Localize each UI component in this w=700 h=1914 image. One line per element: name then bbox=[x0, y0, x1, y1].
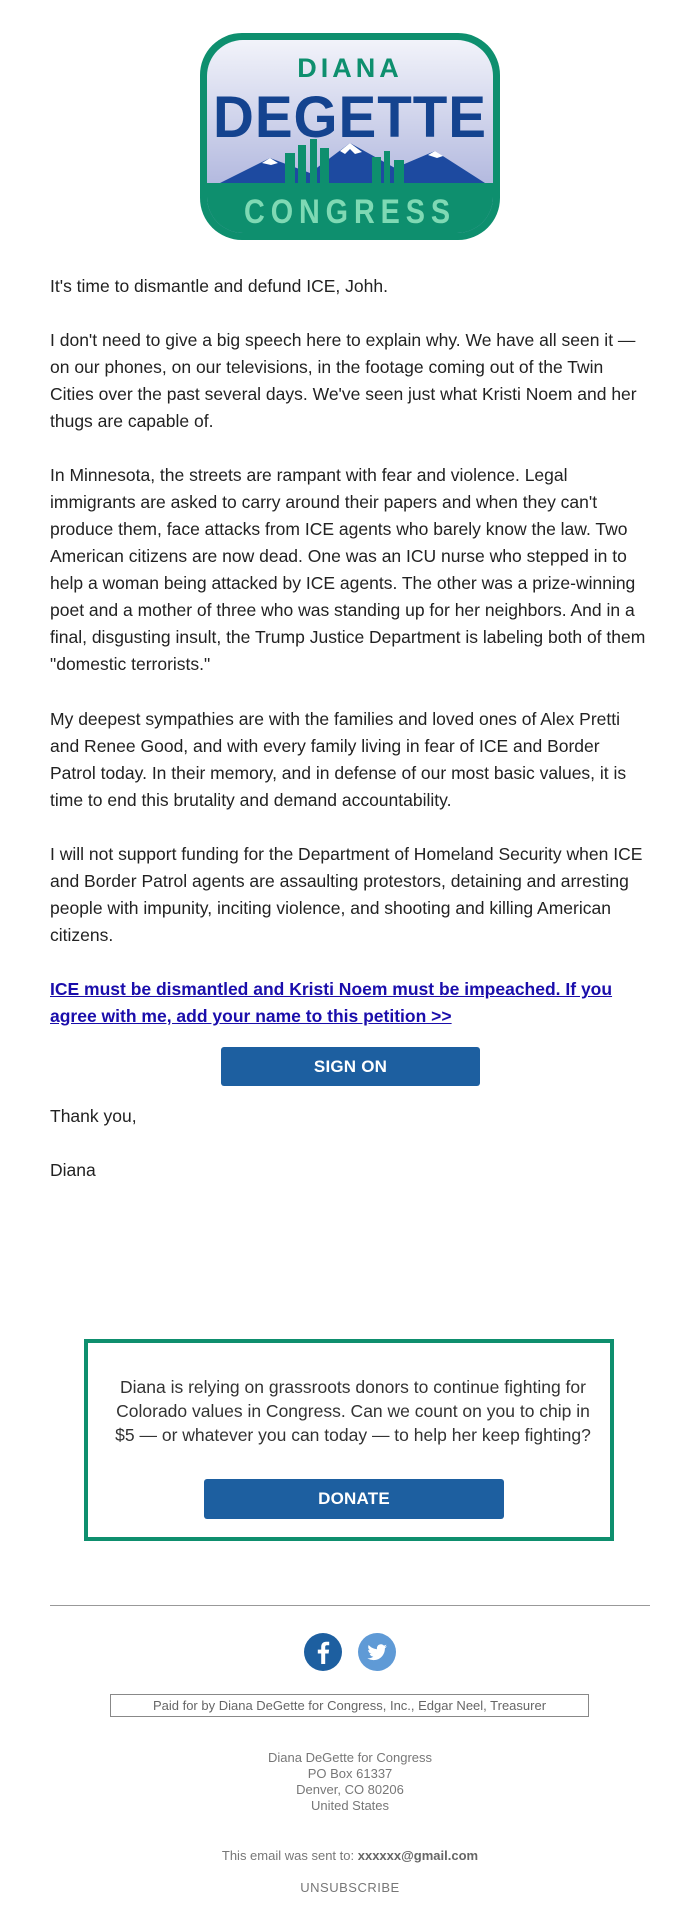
letter-paragraph-4: I will not support funding for the Department of Homeland Security when ICE and Border Patrol agents are assaulting protestors, detaining and arresting people with impunity, inciting violence, and shooting and killing American citizens. bbox=[50, 844, 643, 945]
twitter-icon[interactable] bbox=[358, 1633, 396, 1671]
logo-line-congress: CONGRESS bbox=[244, 193, 456, 231]
sent-to-notice bbox=[0, 1848, 700, 1863]
address-line: United States bbox=[310, 1798, 390, 1813]
donate-box bbox=[84, 1339, 614, 1541]
recipient-email: xxxxxx@gmail.com bbox=[357, 1848, 479, 1863]
unsubscribe-link[interactable]: UNSUBSCRIBE bbox=[300, 1880, 400, 1895]
address-line: Diana DeGette for Congress bbox=[267, 1750, 433, 1765]
closing-text: Thank you, bbox=[50, 1106, 137, 1126]
paid-for-disclaimer: Paid for by Diana DeGette for Congress, Inc., Edgar Neel, Treasurer bbox=[110, 1694, 589, 1717]
letter-greeting: It's time to dismantle and defund ICE, Johh. bbox=[50, 276, 388, 296]
sign-on-button[interactable]: SIGN ON bbox=[221, 1047, 480, 1086]
petition-link-block bbox=[50, 976, 650, 1030]
logo-line-diana: DIANA bbox=[297, 53, 403, 83]
letter-paragraph-1: I don't need to give a big speech here to explain why. We have all seen it — on our phones, on our televisions, in the footage coming out of the Twin Cities over the past several days. We've seen just what Kristi Noem and her thugs are capable of. bbox=[50, 330, 637, 431]
sent-to-label: This email was sent to: bbox=[221, 1848, 355, 1863]
campaign-logo bbox=[200, 33, 500, 240]
donate-appeal-text: Diana is relying on grassroots donors to continue fighting for Colorado values in Congress. Can we count on you to chip in $5 — or whatever you can today — to help her keep fighting? bbox=[115, 1377, 591, 1445]
address-line: PO Box 61337 bbox=[307, 1766, 393, 1781]
letter-paragraph-2: In Minnesota, the streets are rampant with fear and violence. Legal immigrants are asked to carry around their papers and when they can't produce them, face attacks from ICE agents who barely know the law. Two American citizens are now dead. One was an ICU nurse who stepped in to help a woman being attacked by ICE agents. The other was a prize-winning poet and a mother of three who was standing up for her neighbors. And in a final, disgusting insult, the Trump Justice Department is labeling both of them "domestic terrorists." bbox=[50, 465, 646, 674]
letter-paragraph-3: My deepest sympathies are with the families and loved ones of Alex Pretti and Renee Good, and with every family living in fear of ICE and Border Patrol today. In their memory, and in defense of our most basic values, it is time to end this brutality and demand accountability. bbox=[50, 709, 627, 810]
logo-line-degette: DEGETTE bbox=[213, 85, 487, 150]
petition-link[interactable]: ICE must be dismantled and Kristi Noem must be impeached. If you agree with me, add your name to this petition >> bbox=[50, 979, 613, 1026]
address-line: Denver, CO 80206 bbox=[296, 1782, 404, 1797]
mailing-address bbox=[0, 1750, 700, 1814]
facebook-icon[interactable] bbox=[304, 1633, 342, 1671]
footer-divider bbox=[50, 1605, 650, 1606]
donate-button[interactable]: DONATE bbox=[204, 1479, 504, 1519]
signature-text: Diana bbox=[50, 1160, 96, 1180]
